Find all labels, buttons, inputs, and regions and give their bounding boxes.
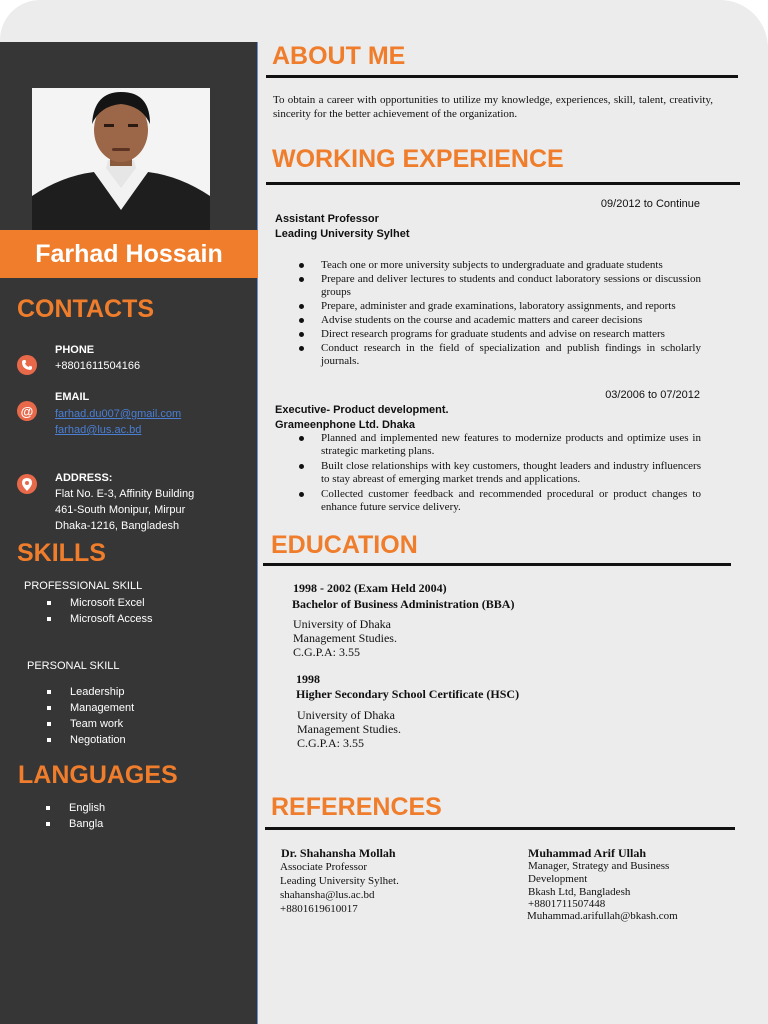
- address-line: Flat No. E-3, Affinity Building: [55, 488, 195, 500]
- list-item: Direct research programs for graduate students and advise on research matters: [321, 328, 701, 341]
- phone-value: +8801611504166: [55, 360, 141, 372]
- reference-detail: Associate Professor: [280, 861, 368, 873]
- job-role: Assistant Professor: [275, 213, 379, 225]
- language-item: Bangla: [69, 816, 103, 832]
- phone-label: PHONE: [55, 344, 95, 356]
- reference-detail: +8801711507448: [528, 898, 606, 910]
- reference-detail: Muhammad.arifullah@bkash.com: [527, 910, 678, 922]
- profile-photo: [32, 88, 210, 230]
- skill-item: Team work: [70, 716, 123, 732]
- address-line: 461-South Monipur, Mirpur: [55, 504, 186, 516]
- list-item: Prepare and deliver lectures to students and conduct laboratory sessions or discussion groups: [321, 273, 701, 299]
- full-name: Farhad Hossain: [35, 239, 223, 268]
- skill-item: Microsoft Access: [70, 611, 153, 627]
- job-role: Executive- Product development.: [275, 404, 449, 416]
- skill-item: Management: [70, 700, 134, 716]
- job-dates: 09/2012 to Continue: [600, 198, 700, 210]
- job-dates: 03/2006 to 07/2012: [605, 389, 700, 401]
- about-heading: ABOUT ME: [272, 42, 406, 70]
- reference-name: Muhammad Arif Ullah: [528, 846, 647, 860]
- education-years: 1998: [296, 672, 320, 686]
- address-label: ADDRESS:: [55, 472, 113, 484]
- education-detail: C.G.P.A: 3.55: [293, 645, 361, 659]
- languages-heading: LANGUAGES: [18, 761, 178, 789]
- email-label: EMAIL: [55, 391, 90, 403]
- reference-detail: Manager, Strategy and Business Development: [528, 860, 670, 885]
- list-item: Teach one or more university subjects to undergraduate and graduate students: [321, 259, 701, 272]
- job-organization: Leading University Sylhet: [275, 228, 410, 240]
- list-item: Prepare, administer and grade examinations, laboratory assignments, and reports: [321, 300, 701, 313]
- phone-icon: [17, 355, 37, 375]
- email-link-primary[interactable]: farhad.du007@gmail.com: [55, 408, 182, 420]
- reference-detail: Leading University Sylhet.: [280, 875, 399, 887]
- about-text: To obtain a career with opportunities to utilize my knowledge, experiences, skill, talent, creativity, sincerity for the better achievement of the organization.: [273, 94, 713, 120]
- skill-item: Leadership: [70, 684, 124, 700]
- language-item: English: [69, 800, 105, 816]
- name-banner: [0, 230, 258, 278]
- contacts-heading: CONTACTS: [17, 295, 155, 323]
- list-item: Built close relationships with key customers, thought leaders and industry influencers to stay abreast of emerging market trends and applications.: [321, 460, 701, 486]
- reference-name: Dr. Shahansha Mollah: [281, 846, 396, 860]
- job-organization: Grameenphone Ltd. Dhaka: [275, 419, 415, 431]
- education-divider: [263, 563, 731, 566]
- job-duties-list: [321, 432, 701, 514]
- education-detail: University of Dhaka: [293, 617, 391, 631]
- references-divider: [265, 827, 735, 830]
- personal-skill-label: PERSONAL SKILL: [27, 660, 120, 672]
- skill-item: Negotiation: [70, 732, 126, 748]
- education-years: 1998 - 2002 (Exam Held 2004): [293, 581, 447, 595]
- list-item: Planned and implemented new features to modernize products and optimize uses in strategic marketing plans.: [321, 432, 701, 458]
- address-line: Dhaka-1216, Bangladesh: [55, 520, 180, 532]
- list-item: Collected customer feedback and recommended procedural or product changes to enhance future service delivery.: [321, 488, 701, 514]
- experience-divider: [266, 182, 740, 185]
- education-detail: Management Studies.: [293, 631, 397, 645]
- experience-heading: WORKING EXPERIENCE: [272, 145, 564, 173]
- location-icon: [17, 474, 37, 494]
- email-icon: @: [17, 401, 37, 421]
- job-duties-list: [321, 259, 701, 368]
- professional-skill-label: PROFESSIONAL SKILL: [24, 580, 143, 592]
- education-detail: C.G.P.A: 3.55: [297, 736, 365, 750]
- education-degree: Bachelor of Business Administration (BBA): [292, 597, 515, 611]
- education-heading: EDUCATION: [271, 531, 418, 559]
- about-divider: [266, 75, 738, 78]
- list-item: Conduct research in the field of specialization and publish findings in scholarly journals.: [321, 342, 701, 368]
- education-detail: University of Dhaka: [297, 708, 395, 722]
- reference-detail: +8801619610017: [280, 903, 358, 915]
- list-item: Advise students on the course and academic matters and career decisions: [321, 314, 701, 327]
- education-detail: Management Studies.: [297, 722, 401, 736]
- skills-heading: SKILLS: [17, 539, 106, 567]
- reference-detail: shahansha@lus.ac.bd: [280, 889, 375, 901]
- reference-detail: Bkash Ltd, Bangladesh: [528, 886, 631, 898]
- skill-item: Microsoft Excel: [70, 595, 145, 611]
- education-degree: Higher Secondary School Certificate (HSC): [296, 687, 520, 701]
- email-link-secondary[interactable]: farhad@lus.ac.bd: [55, 424, 142, 436]
- references-heading: REFERENCES: [271, 793, 442, 821]
